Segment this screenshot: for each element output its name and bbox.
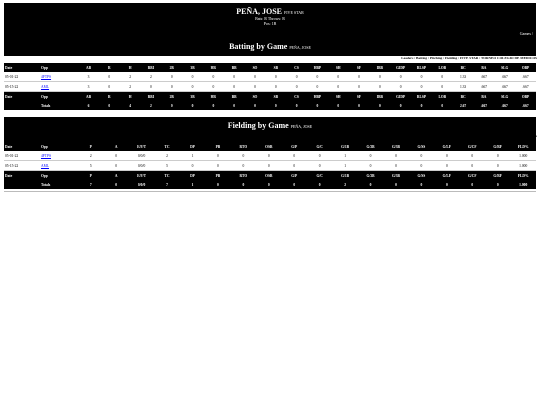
totals-cell: Totals xyxy=(40,101,78,110)
table-cell: 0 xyxy=(182,72,203,82)
header-row xyxy=(4,63,536,72)
table-cell: 2 xyxy=(154,151,179,161)
opponent-link[interactable]: AML xyxy=(41,84,50,89)
table-cell: 0 xyxy=(265,82,286,92)
column-header: P xyxy=(78,171,103,181)
table-cell: 5 xyxy=(154,161,179,171)
column-header: RBI xyxy=(141,92,162,102)
column-header: G/3B xyxy=(383,142,408,151)
table-cell: 0 xyxy=(282,151,307,161)
column-header: E/F/T xyxy=(129,171,154,181)
table-cell: 0/0/0 xyxy=(129,161,154,171)
column-header: AB xyxy=(78,92,99,102)
games-link[interactable]: Games / xyxy=(519,31,533,36)
column-header: G/LF xyxy=(434,171,459,181)
totals-cell: 0 xyxy=(358,180,383,189)
totals-cell: 2 xyxy=(332,180,357,189)
table-cell: 0 xyxy=(205,161,230,171)
table-row xyxy=(4,161,536,171)
table-cell: 0 xyxy=(203,72,224,82)
column-header: GIDP xyxy=(390,63,411,72)
opponent-link[interactable]: 4FTPS xyxy=(41,74,52,79)
column-header: BB xyxy=(224,63,245,72)
totals-cell: .667 xyxy=(515,101,536,110)
column-header: E/F/T xyxy=(129,142,154,151)
column-header: SLG xyxy=(494,63,515,72)
table-cell: 0 xyxy=(205,151,230,161)
opponent-cell[interactable] xyxy=(40,161,78,171)
column-header: Date xyxy=(4,142,40,151)
column-header: LOB xyxy=(432,63,453,72)
opponent-link[interactable]: AML xyxy=(41,163,49,168)
header-row xyxy=(4,142,536,151)
column-header: RLSP xyxy=(411,63,432,72)
totals-cell: 4 xyxy=(120,101,141,110)
fielding-subtitle: PEÑA, JOSE xyxy=(290,124,313,129)
table-cell: 0 xyxy=(434,161,459,171)
column-header: G/CF xyxy=(460,142,485,151)
table-cell: 0 xyxy=(307,72,328,82)
column-header: SB xyxy=(265,92,286,102)
totals-cell: 0 xyxy=(383,180,408,189)
totals-cell: 0 xyxy=(203,101,224,110)
column-header: G/3B xyxy=(383,171,408,181)
table-cell: 0 xyxy=(103,161,128,171)
table-cell: .667 xyxy=(515,82,536,92)
totals-cell: 0 xyxy=(307,180,332,189)
table-cell: 05-15-22 xyxy=(4,82,40,92)
totals-cell: 6 xyxy=(78,101,99,110)
table-cell: 0 xyxy=(161,72,182,82)
table-cell: 2 xyxy=(78,151,103,161)
table-cell: 0 xyxy=(409,161,434,171)
table-cell: 0 xyxy=(245,72,266,82)
totals-cell: 2.67 xyxy=(453,101,474,110)
column-header: G/SS xyxy=(409,142,434,151)
column-header: OSB xyxy=(256,142,281,151)
table-cell: 0 xyxy=(358,161,383,171)
column-header: H xyxy=(120,92,141,102)
table-cell: 05-01-22 xyxy=(4,72,40,82)
column-header: Opp xyxy=(40,171,78,181)
table-cell: 05-01-22 xyxy=(4,151,40,161)
batting-subtitle: PEÑA, JOSE xyxy=(289,45,311,50)
batting-table xyxy=(4,63,536,110)
table-cell: 0 xyxy=(411,72,432,82)
table-cell: 0 xyxy=(328,82,349,92)
totals-cell: 7 xyxy=(78,180,103,189)
column-header: FLD% xyxy=(510,171,536,181)
column-header: Opp xyxy=(40,63,78,72)
table-cell: .667 xyxy=(515,72,536,82)
table-cell: 0 xyxy=(369,72,390,82)
column-header: RTO xyxy=(231,142,256,151)
table-cell: .667 xyxy=(474,72,495,82)
table-cell: 0 xyxy=(286,72,307,82)
player-position: Pos: 1B xyxy=(263,21,277,26)
column-header: GIDP xyxy=(390,92,411,102)
totals-cell xyxy=(4,180,40,189)
fielding-title: Fielding by Game xyxy=(227,121,289,130)
table-row xyxy=(4,72,536,82)
table-cell: 0 xyxy=(99,82,120,92)
column-header: G/2B xyxy=(358,142,383,151)
player-team: FIVE STAR xyxy=(284,10,304,15)
column-header: Date xyxy=(4,63,40,72)
totals-cell: .667 xyxy=(474,101,495,110)
table-cell: 0 xyxy=(328,72,349,82)
column-header: HR xyxy=(203,63,224,72)
fielding-header xyxy=(4,117,536,142)
table-cell: 0 xyxy=(282,161,307,171)
column-header: A xyxy=(103,142,128,151)
column-header: BA xyxy=(474,63,495,72)
opponent-link[interactable]: 4FTPS xyxy=(41,153,51,158)
table-cell: 0 xyxy=(383,161,408,171)
totals-cell: 0 xyxy=(265,101,286,110)
table-cell: 0/0/0 xyxy=(129,151,154,161)
table-cell: 1 xyxy=(332,151,357,161)
table-cell: 0 xyxy=(485,151,510,161)
column-header: TC xyxy=(154,171,179,181)
column-header: BC xyxy=(453,92,474,102)
column-header: SO xyxy=(245,63,266,72)
opponent-cell[interactable] xyxy=(40,151,78,161)
column-header: IBB xyxy=(369,63,390,72)
column-header: H xyxy=(120,63,141,72)
column-header: PB xyxy=(205,142,230,151)
column-header: P xyxy=(78,142,103,151)
totals-cell: 0 xyxy=(307,101,328,110)
column-header: G/1B xyxy=(332,142,357,151)
column-header: IBB xyxy=(369,92,390,102)
table-cell: 0 xyxy=(103,151,128,161)
table-cell: 0 xyxy=(245,82,266,92)
table-cell: 1 xyxy=(180,151,205,161)
opponent-cell[interactable] xyxy=(40,82,78,92)
column-header: R xyxy=(99,63,120,72)
table-cell: 0 xyxy=(256,161,281,171)
totals-cell: Totals xyxy=(40,180,78,189)
column-header: OBP xyxy=(515,63,536,72)
totals-row xyxy=(4,101,536,110)
totals-cell: 0 xyxy=(161,101,182,110)
totals-cell: 0 xyxy=(369,101,390,110)
column-header: G/RF xyxy=(485,142,510,151)
column-header: DP xyxy=(180,142,205,151)
table-cell: 0 xyxy=(349,72,370,82)
column-header: 2B xyxy=(161,92,182,102)
totals-cell: 0 xyxy=(432,101,453,110)
totals-cell: 0 xyxy=(434,180,459,189)
bats-throws: Bats: R Throws: R xyxy=(255,16,285,21)
totals-cell: 0 xyxy=(460,180,485,189)
totals-cell xyxy=(4,101,40,110)
totals-cell: 0 xyxy=(485,180,510,189)
column-header: RLSP xyxy=(411,92,432,102)
table-row xyxy=(4,82,536,92)
column-header: LOB xyxy=(432,92,453,102)
table-cell: 0 xyxy=(224,72,245,82)
totals-cell: 0 xyxy=(205,180,230,189)
table-cell: 1.33 xyxy=(453,72,474,82)
table-cell: 1.000 xyxy=(510,151,536,161)
totals-cell: .667 xyxy=(494,101,515,110)
table-cell: 3 xyxy=(78,82,99,92)
column-header: HBP xyxy=(307,63,328,72)
column-header: SF xyxy=(349,92,370,102)
column-header: BA xyxy=(474,92,495,102)
column-header: SLG xyxy=(494,92,515,102)
totals-cell: 0 xyxy=(182,101,203,110)
table-cell: 1 xyxy=(332,161,357,171)
footer-header-row xyxy=(4,92,536,102)
column-header: G/1B xyxy=(332,171,357,181)
column-header: CS xyxy=(286,63,307,72)
totals-cell: 0 xyxy=(245,101,266,110)
table-cell: 0 xyxy=(307,151,332,161)
totals-cell: 0 xyxy=(409,180,434,189)
totals-cell: 0 xyxy=(328,101,349,110)
table-cell: 0 xyxy=(141,82,162,92)
totals-cell: 0 xyxy=(224,101,245,110)
totals-cell: 0/0/0 xyxy=(129,180,154,189)
column-header: SF xyxy=(349,63,370,72)
table-cell: 2 xyxy=(141,72,162,82)
column-header: AB xyxy=(78,63,99,72)
table-cell: 0 xyxy=(203,82,224,92)
table-cell: 0 xyxy=(409,151,434,161)
column-header: G/CF xyxy=(460,171,485,181)
table-cell: 0 xyxy=(231,161,256,171)
totals-cell: 0 xyxy=(231,180,256,189)
column-header: RBI xyxy=(141,63,162,72)
table-cell: 0 xyxy=(224,82,245,92)
table-cell: 0 xyxy=(99,72,120,82)
column-header: FLD% xyxy=(510,142,536,151)
table-cell: 0 xyxy=(369,82,390,92)
table-cell: 0 xyxy=(434,151,459,161)
column-header: SO xyxy=(245,92,266,102)
footer-header-row xyxy=(4,171,536,181)
table-cell: 0 xyxy=(432,72,453,82)
player-name: PEÑA, JOSE xyxy=(236,7,282,16)
column-header: G/P xyxy=(282,142,307,151)
totals-cell: 0 xyxy=(286,101,307,110)
opponent-cell[interactable] xyxy=(40,72,78,82)
column-header: Opp xyxy=(40,92,78,102)
table-cell: 0 xyxy=(390,72,411,82)
totals-cell: 7 xyxy=(154,180,179,189)
table-cell: 1.000 xyxy=(510,161,536,171)
column-header: SH xyxy=(328,92,349,102)
column-header: R xyxy=(99,92,120,102)
column-header: HBP xyxy=(307,92,328,102)
column-header: 3B xyxy=(182,92,203,102)
table-cell: 0 xyxy=(286,82,307,92)
column-header: DP xyxy=(180,171,205,181)
column-header: G/C xyxy=(307,171,332,181)
column-header: PB xyxy=(205,171,230,181)
column-header: RTO xyxy=(231,171,256,181)
table-cell: 0 xyxy=(161,82,182,92)
totals-cell: 2 xyxy=(141,101,162,110)
column-header: BB xyxy=(224,92,245,102)
batting-nav-links[interactable]: Leaders / Batting / Pitching / Fielding / FIVE STAR / TORNEO COLEGIO DE MEDICOS xyxy=(401,56,537,60)
table-cell: 0 xyxy=(460,151,485,161)
totals-cell: 0 xyxy=(411,101,432,110)
column-header: 2B xyxy=(161,63,182,72)
table-cell: 0 xyxy=(182,82,203,92)
table-cell: .667 xyxy=(494,82,515,92)
column-header: 3B xyxy=(182,63,203,72)
totals-cell: 0 xyxy=(99,101,120,110)
column-header: OBP xyxy=(515,92,536,102)
table-cell: 0 xyxy=(307,82,328,92)
totals-row xyxy=(4,180,536,189)
table-cell: 0 xyxy=(432,82,453,92)
table-cell: 0 xyxy=(383,151,408,161)
column-header: OSB xyxy=(256,171,281,181)
column-header: Date xyxy=(4,92,40,102)
table-cell: 0 xyxy=(265,72,286,82)
table-cell: 0 xyxy=(349,82,370,92)
table-cell: .667 xyxy=(494,72,515,82)
table-cell: 3 xyxy=(78,72,99,82)
totals-cell: 1.000 xyxy=(510,180,536,189)
table-cell: 2 xyxy=(120,82,141,92)
column-header: SH xyxy=(328,63,349,72)
table-cell: 05-15-22 xyxy=(4,161,40,171)
column-header: G/SS xyxy=(409,171,434,181)
table-cell: 0 xyxy=(231,151,256,161)
table-cell: 0 xyxy=(256,151,281,161)
table-row xyxy=(4,151,536,161)
table-cell: 0 xyxy=(485,161,510,171)
column-header: TC xyxy=(154,142,179,151)
table-cell: 1.33 xyxy=(453,82,474,92)
player-header xyxy=(4,3,536,56)
column-header: Opp xyxy=(40,142,78,151)
batting-title: Batting by Game xyxy=(229,42,288,51)
column-header: BC xyxy=(453,63,474,72)
column-header: HR xyxy=(203,92,224,102)
fielding-table xyxy=(4,142,536,189)
table-cell: 0 xyxy=(358,151,383,161)
table-cell: .667 xyxy=(474,82,495,92)
table-cell: 0 xyxy=(460,161,485,171)
column-header: G/RF xyxy=(485,171,510,181)
column-header: G/C xyxy=(307,142,332,151)
column-header: G/LF xyxy=(434,142,459,151)
table-cell: 2 xyxy=(120,72,141,82)
column-header: G/P xyxy=(282,171,307,181)
totals-cell: 0 xyxy=(103,180,128,189)
divider xyxy=(4,191,536,192)
column-header: SB xyxy=(265,63,286,72)
table-cell: 0 xyxy=(411,82,432,92)
column-header: Date xyxy=(4,171,40,181)
column-header: G/2B xyxy=(358,171,383,181)
table-cell: 0 xyxy=(307,161,332,171)
column-header: A xyxy=(103,171,128,181)
table-cell: 0 xyxy=(180,161,205,171)
table-cell: 5 xyxy=(78,161,103,171)
totals-cell: 0 xyxy=(349,101,370,110)
column-header: CS xyxy=(286,92,307,102)
totals-cell: 0 xyxy=(282,180,307,189)
totals-cell: 0 xyxy=(390,101,411,110)
totals-cell: 1 xyxy=(180,180,205,189)
table-cell: 0 xyxy=(390,82,411,92)
fielding-nav-links[interactable]: Leaders / Batting / Pitching / Fielding / FIVE STAR / TORNEO COLEGIO DE MEDICOS xyxy=(401,134,537,138)
totals-cell: 0 xyxy=(256,180,281,189)
